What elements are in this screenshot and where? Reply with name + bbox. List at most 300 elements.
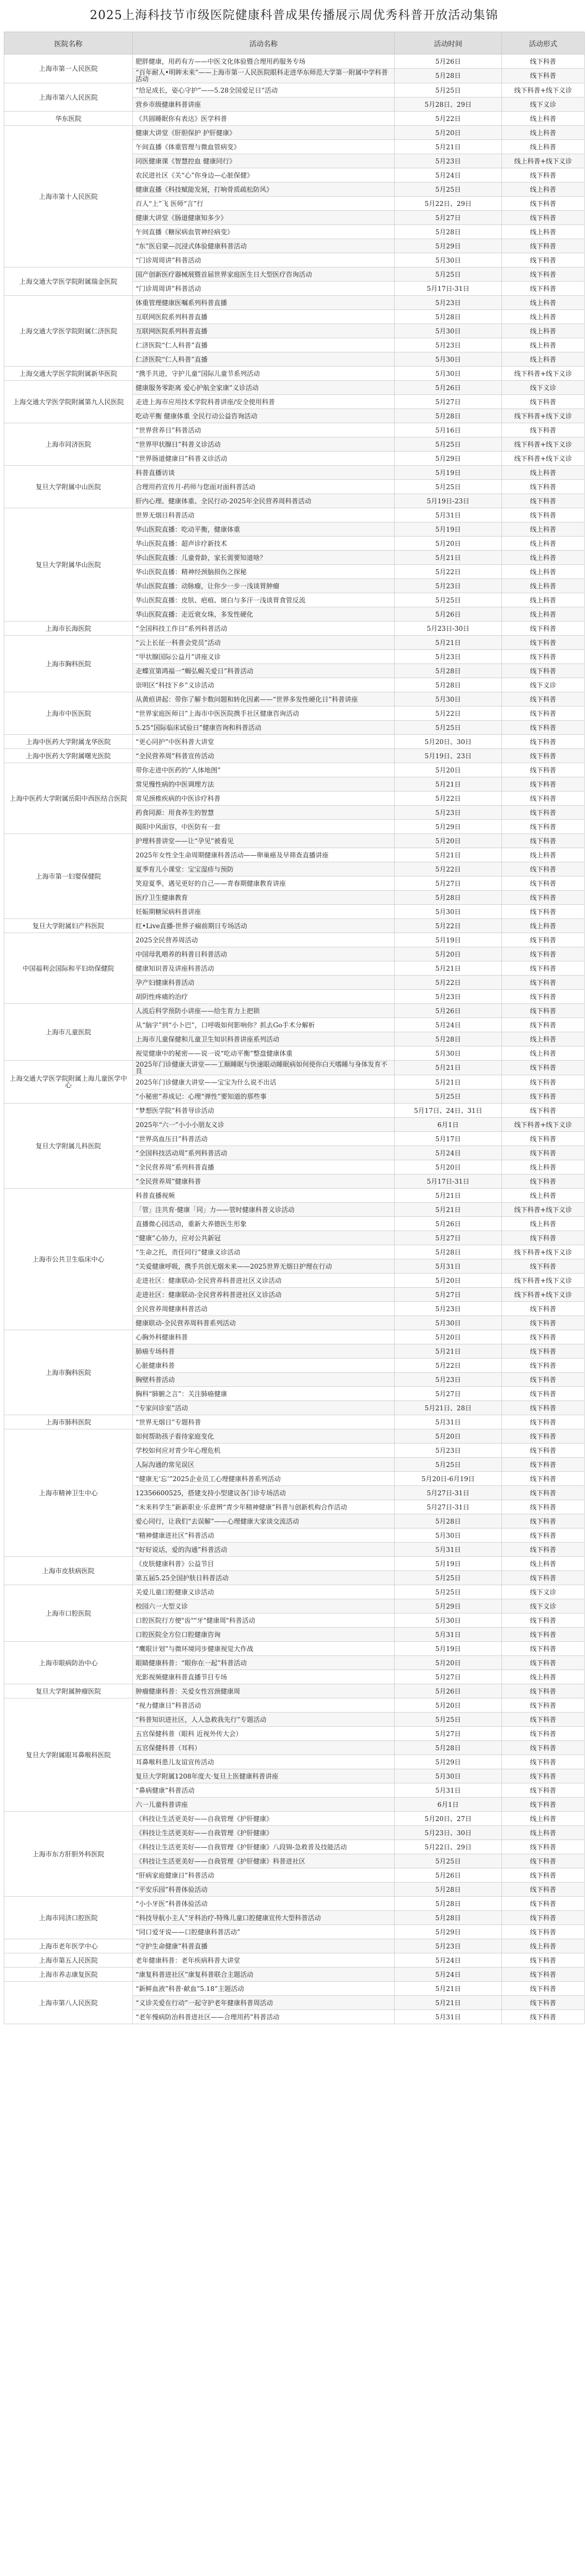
activity-time-cell: 5月31日: [395, 1543, 502, 1557]
activity-name-cell: 健康直播《科技赋能发展，打响骨质疏松防风》: [133, 182, 395, 197]
activity-format-cell: 线下科普: [502, 1684, 585, 1698]
hospital-name-cell: 上海市同济口腔医院: [4, 1897, 133, 1939]
activity-name-cell: “全民营养周”科普宣传活动: [133, 749, 395, 763]
activity-format-cell: 线上科普: [502, 352, 585, 367]
activity-time-cell: 5月19日: [395, 466, 502, 480]
activity-name-cell: 走蝶宣第鸿福一“蝎弘蝎关爱日”科普活动: [133, 664, 395, 678]
table-row: [4, 692, 585, 707]
table-row: [4, 381, 585, 395]
activity-time-cell: 5月19日、23日: [395, 749, 502, 763]
activity-name-cell: 世界无烟日科普活动: [133, 508, 395, 522]
activity-time-cell: 5月30日: [395, 1316, 502, 1330]
activity-format-cell: 线下科普: [502, 1359, 585, 1373]
activity-format-cell: 线上科普: [502, 537, 585, 551]
activity-time-cell: 5月17日: [395, 1132, 502, 1146]
activity-name-cell: 眼睛健康科普：“眼你在一起”科普活动: [133, 1656, 395, 1670]
activity-format-cell: 线上科普: [502, 1046, 585, 1061]
activity-name-cell: 走进社区：健康联动-全民营养科普进社区义诊活动: [133, 1288, 395, 1302]
activity-format-cell: 线下科普: [502, 1401, 585, 1415]
activity-format-cell: 线下科普: [502, 1543, 585, 1557]
table-row: [4, 1812, 585, 1826]
activity-format-cell: 线下科普: [502, 1458, 585, 1472]
activity-format-cell: 线上科普: [502, 112, 585, 126]
table-row: [4, 1642, 585, 1656]
activity-time-cell: 5月21日: [395, 1061, 502, 1075]
activity-name-cell: “小秘密”养成记：心理“弹性”要知道的那些事: [133, 1089, 395, 1104]
activity-name-cell: “梦想医学院”科普导诊活动: [133, 1104, 395, 1118]
activity-format-cell: 线下科普: [502, 168, 585, 182]
activity-format-cell: 线下科普: [502, 508, 585, 522]
activity-name-cell: “世界高血压日”科普活动: [133, 1132, 395, 1146]
activity-name-cell: 护理科普讲堂——让“孕见”被看见: [133, 834, 395, 848]
activity-format-cell: 线下科普+线下义诊: [502, 367, 585, 381]
table-row: [4, 933, 585, 947]
activity-name-cell: 人流后科学预防小讲座——给生育力上把锁: [133, 1004, 395, 1018]
activity-name-cell: 科普直播访谈: [133, 466, 395, 480]
table-row: [4, 508, 585, 522]
activity-time-cell: 5月25日: [395, 1585, 502, 1599]
activity-format-cell: 线下科普: [502, 1854, 585, 1868]
activity-name-cell: 心脏健康科普: [133, 1359, 395, 1373]
table-row: [4, 1429, 585, 1444]
activity-time-cell: 5月30日: [395, 352, 502, 367]
activity-time-cell: 5月21日: [395, 1203, 502, 1217]
activity-format-cell: 线下科普: [502, 990, 585, 1004]
activity-name-cell: 《皮肤健康科普》公益节目: [133, 1557, 395, 1571]
activity-time-cell: 5月21日: [395, 1189, 502, 1203]
activity-time-cell: 5月27日: [395, 395, 502, 409]
activity-format-cell: 线上科普: [502, 607, 585, 622]
activity-format-cell: 线上科普: [502, 1670, 585, 1684]
activity-name-cell: 从黄疸讲起：带你了解卡数问题和转化因素——“世界多发性硬化日”科普讲座: [133, 692, 395, 707]
activity-format-cell: 线下科普: [502, 1174, 585, 1189]
activity-format-cell: 线下科普: [502, 1444, 585, 1458]
activity-format-cell: 线下科普: [502, 1769, 585, 1783]
activity-format-cell: 线上科普: [502, 182, 585, 197]
activity-format-cell: 线下科普: [502, 1302, 585, 1316]
activity-format-cell: 线下科普: [502, 791, 585, 806]
activity-name-cell: 校园六一大型义诊: [133, 1599, 395, 1613]
activity-format-cell: 线下科普: [502, 1104, 585, 1118]
activity-time-cell: 5月24日: [395, 1953, 502, 1968]
activity-format-cell: 线上科普: [502, 848, 585, 862]
activity-time-cell: 5月27日: [395, 1288, 502, 1302]
activity-name-cell: “新鲜血液”科普·献血”5.18”主题活动: [133, 1982, 395, 1996]
activity-name-cell: “健康”心协力，应对公共新冠: [133, 1231, 395, 1245]
activity-format-cell: 线下义诊: [502, 98, 585, 112]
activity-name-cell: 健康服务零距离 爱心护航全家康”义诊活动: [133, 381, 395, 395]
activity-time-cell: 5月30日: [395, 253, 502, 267]
activity-name-cell: 常见颈椎疾病的中医诊疗科普: [133, 791, 395, 806]
activity-time-cell: 5月19日: [395, 1642, 502, 1656]
activity-time-cell: 5月24日: [395, 168, 502, 182]
activity-time-cell: 5月22日: [395, 791, 502, 806]
activity-name-cell: 2025年女性全生命周期健康科普活动——卵巢癌及早筛查直播讲座: [133, 848, 395, 862]
activity-name-cell: 健康联动-全民营养周科普系列活动: [133, 1316, 395, 1330]
activity-time-cell: 5月27日: [395, 1231, 502, 1245]
activity-format-cell: 线下科普: [502, 1911, 585, 1925]
activity-name-cell: 药食同源：用食养生的智慧: [133, 806, 395, 820]
activity-time-cell: 5月22日: [395, 565, 502, 579]
activity-format-cell: 线下科普: [502, 862, 585, 876]
activity-format-cell: 线下科普+线下义诊: [502, 1274, 585, 1288]
hospital-name-cell: 上海市肺科医院: [4, 1415, 133, 1429]
activity-format-cell: 线下科普: [502, 1755, 585, 1769]
activity-name-cell: 耳鼻喉科患儿友谊宣传活动: [133, 1755, 395, 1769]
activity-name-cell: 健康大讲堂《肝胆保护 护肝健康》: [133, 126, 395, 140]
table-row: [4, 466, 585, 480]
activity-time-cell: 5月17日-31日: [395, 1174, 502, 1189]
activity-name-cell: “门诊周周讲”科普活动: [133, 282, 395, 296]
activity-time-cell: 5月29日: [395, 1599, 502, 1613]
table-row: [4, 1061, 585, 1075]
activity-time-cell: 5月26日: [395, 607, 502, 622]
activity-format-cell: 线下科普: [502, 1004, 585, 1018]
activity-time-cell: 6月1日: [395, 1118, 502, 1132]
activity-time-cell: 5月21日: [395, 961, 502, 976]
activity-format-cell: 线下科普: [502, 1500, 585, 1514]
activity-name-cell: “小小牙医”科普体验活动: [133, 1897, 395, 1911]
activity-name-cell: 爱心同行，让我们“去误解”——心理健康大家谈交流活动: [133, 1514, 395, 1528]
activity-format-cell: 线下科普: [502, 1727, 585, 1741]
hospital-name-cell: 上海市东方肝胆外科医院: [4, 1812, 133, 1897]
activity-format-cell: 线下科普: [502, 876, 585, 891]
activity-name-cell: 2025年门诊健康大讲堂——工顺睡眠与快速眼动睡眠病如何使你白天嗜睡与身体发育不良: [133, 1061, 395, 1075]
activity-name-cell: 《科技让生活更美好——自我管理《护肝健康》八段锦-急救普及技能活动: [133, 1840, 395, 1854]
activity-format-cell: 线下科普+线下义诊: [502, 452, 585, 466]
activity-name-cell: 肝内心理、健康体重、全民行动-2025年全民营养周科普活动: [133, 494, 395, 508]
hospital-name-cell: 复旦大学附属儿科医院: [4, 1104, 133, 1189]
activity-format-cell: 线下科普: [502, 891, 585, 905]
activity-name-cell: 如何帮助孩子看待家庭变化: [133, 1429, 395, 1444]
table-row: [4, 1698, 585, 1713]
activity-time-cell: 5月20日、27日: [395, 1812, 502, 1826]
table-row: [4, 735, 585, 749]
activity-format-cell: 线下科普: [502, 1996, 585, 2010]
activity-name-cell: 五官保健科普（眼科 近视外传大会）: [133, 1727, 395, 1741]
activity-name-cell: “世界家庭医师日”上海市中医医院携手社区健康咨询活动: [133, 707, 395, 721]
activity-time-cell: 5月31日: [395, 2010, 502, 2024]
activity-time-cell: 5月30日: [395, 692, 502, 707]
activity-format-cell: 线下科普: [502, 1429, 585, 1444]
activity-time-cell: 5月20日: [395, 763, 502, 777]
activity-format-cell: 线下科普: [502, 282, 585, 296]
activity-time-cell: 5月30日: [395, 1613, 502, 1628]
activity-time-cell: 5月30日: [395, 1769, 502, 1783]
activity-format-cell: 线下科普: [502, 806, 585, 820]
activity-format-cell: 线下科普: [502, 1132, 585, 1146]
activity-name-cell: 胡阴性疼痛的治疗: [133, 990, 395, 1004]
activity-time-cell: 5月24日: [395, 1146, 502, 1160]
table-row: [4, 126, 585, 140]
activity-name-cell: 肺癌专场科普: [133, 1344, 395, 1359]
activity-time-cell: 5月30日: [395, 1528, 502, 1543]
activity-format-cell: 线下科普: [502, 1259, 585, 1274]
activity-name-cell: 复旦大学附属1208年度大·复旦上医健康科普讲座: [133, 1769, 395, 1783]
activity-format-cell: 线下科普: [502, 1783, 585, 1798]
activity-time-cell: 5月30日: [395, 905, 502, 919]
activity-name-cell: 光影视频健康科普直播节目专场: [133, 1670, 395, 1684]
activity-name-cell: “关爱健康呼吸，携手共创无烟未来——2025世界无烟日护理在行动: [133, 1259, 395, 1274]
table-row: [4, 1415, 585, 1429]
activity-format-cell: 线下义诊: [502, 678, 585, 692]
hospital-name-cell: 上海市皮肤病医院: [4, 1557, 133, 1585]
activity-time-cell: 5月28日: [395, 69, 502, 83]
table-row: [4, 834, 585, 848]
activity-time-cell: 5月21日: [395, 1996, 502, 2010]
activity-format-cell: 线下科普: [502, 423, 585, 437]
activity-name-cell: 华山医院直播：儿童骨龄，家长需要知道啥？: [133, 551, 395, 565]
activity-name-cell: “全民营养周”健康科普: [133, 1174, 395, 1189]
activity-time-cell: 5月20日: [395, 537, 502, 551]
hospital-name-cell: 上海市老年医学中心: [4, 1939, 133, 1953]
activity-time-cell: 5月28日: [395, 409, 502, 423]
activity-format-cell: 线下科普: [502, 749, 585, 763]
table-row: [4, 749, 585, 763]
activity-name-cell: “好好说话，爱的沟通”科普活动: [133, 1543, 395, 1557]
activity-format-cell: 线下科普: [502, 1514, 585, 1528]
hospital-name-cell: 上海市胸科医院: [4, 1330, 133, 1415]
header-hospital: 医院名称: [4, 32, 133, 54]
activity-format-cell: 线上科普: [502, 1189, 585, 1203]
activity-name-cell: 夏季育儿小课堂：宝宝湿疹与预防: [133, 862, 395, 876]
activity-time-cell: 5月20日: [395, 1160, 502, 1174]
activity-time-cell: 5月20日: [395, 1274, 502, 1288]
table-row: [4, 1004, 585, 1018]
activity-name-cell: 华山医院直播：走近衰女珠，多发性硬化: [133, 607, 395, 622]
activity-name-cell: 胸科“肺腑之言”：关注肺癌健康: [133, 1387, 395, 1401]
activity-name-cell: 华山医院直播：超声诊疗新技术: [133, 537, 395, 551]
activity-format-cell: 线下科普: [502, 2010, 585, 2024]
activity-name-cell: 六一儿童科普讲座: [133, 1798, 395, 1812]
activity-format-cell: 线下科普: [502, 1061, 585, 1075]
activity-format-cell: 线下科普: [502, 1486, 585, 1500]
hospital-name-cell: 复旦大学附属华山医院: [4, 508, 133, 622]
hospital-name-cell: 上海交通大学医学院附属上海儿童医学中心: [4, 1061, 133, 1104]
activity-format-cell: 线下科普: [502, 1656, 585, 1670]
activity-name-cell: 合理用药宣传月-药师与您面对面科普活动: [133, 480, 395, 494]
activity-time-cell: 5月29日: [395, 1925, 502, 1939]
activity-name-cell: 笑迎夏季，遇见更好的自己——青春期健康教育讲座: [133, 876, 395, 891]
activity-format-cell: 线下科普: [502, 976, 585, 990]
activity-format-cell: 线上科普: [502, 1812, 585, 1826]
table-row: [4, 1968, 585, 1982]
activity-time-cell: 5月23日: [395, 1939, 502, 1953]
header-time: 活动时间: [395, 32, 502, 54]
activity-time-cell: 5月20日: [395, 834, 502, 848]
activity-format-cell: 线下科普: [502, 211, 585, 225]
activity-format-cell: 线下科普: [502, 1883, 585, 1897]
activity-name-cell: 从“脑字”到“小卜巴”，口呼吸如何影响你？抓去Go手术分解析: [133, 1018, 395, 1032]
activity-time-cell: 5月28日: [395, 1911, 502, 1925]
hospital-name-cell: 上海交通大学医学院附属瑞金医院: [4, 267, 133, 296]
hospital-name-cell: 复旦大学附属妇产科医院: [4, 919, 133, 933]
activity-name-cell: “全国科技活动周”系列科普活动: [133, 1146, 395, 1160]
activity-name-cell: “平安乐园”科普体验活动: [133, 1883, 395, 1897]
activity-format-cell: 线下科普: [502, 933, 585, 947]
activity-format-cell: 线下科普: [502, 1571, 585, 1585]
activity-format-cell: 线上科普: [502, 1826, 585, 1840]
activity-name-cell: 口腔医院行方便"齿""牙"健康周"科普活动: [133, 1613, 395, 1628]
activity-format-cell: 线上科普: [502, 338, 585, 352]
activity-format-cell: 线上科普: [502, 126, 585, 140]
activity-name-cell: 走进上海市应用技术学院科普讲座/安全使用科普: [133, 395, 395, 409]
hospital-name-cell: 上海交通大学医学院附属新华医院: [4, 367, 133, 381]
activity-format-cell: 线下科普: [502, 480, 585, 494]
activity-time-cell: 5月27日-31日: [395, 1486, 502, 1500]
activity-time-cell: 5月28日: [395, 1514, 502, 1528]
activity-time-cell: 5月28日: [395, 1741, 502, 1755]
activity-time-cell: 5月23日: [395, 990, 502, 1004]
activity-time-cell: 5月22日: [395, 976, 502, 990]
activity-name-cell: 妊娠期糖尿病科普讲座: [133, 905, 395, 919]
activity-name-cell: 人际沟通的常见误区: [133, 1458, 395, 1472]
activity-format-cell: 线上科普: [502, 225, 585, 239]
activity-name-cell: “科普知识进社区，人人急救我先行”专题活动: [133, 1713, 395, 1727]
activity-name-cell: “守护生命健康”科普直播: [133, 1939, 395, 1953]
activity-format-cell: 线下科普: [502, 636, 585, 650]
activity-name-cell: 常见慢性病的中医调理方法: [133, 777, 395, 791]
activity-format-cell: 线上科普: [502, 579, 585, 593]
activity-time-cell: 5月17日、24日、31日: [395, 1104, 502, 1118]
activity-time-cell: 5月30日: [395, 324, 502, 338]
activity-name-cell: “鹰眼计划”与微环境同步健康视觉大作战: [133, 1642, 395, 1656]
activity-time-cell: 5月24日: [395, 1968, 502, 1982]
activity-time-cell: 5月25日: [395, 1854, 502, 1868]
activity-format-cell: 线下科普: [502, 1628, 585, 1642]
activity-format-cell: 线下科普: [502, 777, 585, 791]
hospital-name-cell: 复旦大学附属眼耳鼻喉科医院: [4, 1698, 133, 1812]
activity-format-cell: 线上科普: [502, 522, 585, 537]
page-title: 2025上海科技节市级医院健康科普成果传播展示周优秀科普开放活动集锦: [90, 9, 498, 22]
activity-time-cell: 5月24日: [395, 1018, 502, 1032]
activity-time-cell: 5月25日: [395, 1458, 502, 1472]
activity-format-cell: 线下科普: [502, 1387, 585, 1401]
activity-time-cell: 5月25日: [395, 480, 502, 494]
activity-time-cell: 5月26日: [395, 1684, 502, 1698]
activity-name-cell: 直播微心园活动，重新大养德医生形象: [133, 1217, 395, 1231]
activity-name-cell: 崇明区“科技下乡”义诊活动: [133, 678, 395, 692]
table-row: [4, 367, 585, 381]
activity-format-cell: 线下科普+线下义诊: [502, 437, 585, 452]
activity-format-cell: 线上科普: [502, 296, 585, 310]
activity-time-cell: 5月20日: [395, 947, 502, 961]
activity-time-cell: 5月21日: [395, 1982, 502, 1996]
activity-name-cell: “更心同护”中医科普大讲堂: [133, 735, 395, 749]
activity-name-cell: 2025全民营养周活动: [133, 933, 395, 947]
activity-name-cell: 2025年门诊健康大讲堂——宝宝为什么说不出话: [133, 1075, 395, 1089]
activity-name-cell: 华山医院直播：皮肤、疤痕、斑白与多汗一浅谈胃食管反流: [133, 593, 395, 607]
activity-time-cell: 5月25日: [395, 1571, 502, 1585]
table-row: [4, 1897, 585, 1911]
activity-name-cell: 医疗卫生健康教育: [133, 891, 395, 905]
activity-name-cell: “生命之托，责任同行”健康义诊活动: [133, 1245, 395, 1259]
activity-time-cell: 5月21日: [395, 140, 502, 154]
activity-name-cell: 5.25“国际临床试验日”健康咨询和科普活动: [133, 721, 395, 735]
activity-time-cell: 5月21日: [395, 777, 502, 791]
activity-time-cell: 5月20日-6月19日: [395, 1472, 502, 1486]
activity-name-cell: 华山医院直播：吃动平衡，健康体重: [133, 522, 395, 537]
activity-time-cell: 5月26日: [395, 381, 502, 395]
activity-format-cell: 线下科普+线下义诊: [502, 1245, 585, 1259]
activity-time-cell: 5月28日: [395, 891, 502, 905]
activity-time-cell: 5月23日: [395, 338, 502, 352]
activity-time-cell: 5月25日: [395, 1089, 502, 1104]
table-row: [4, 267, 585, 282]
activity-name-cell: “健康无‘忘’”2025企业员工心理健康科普系列活动: [133, 1472, 395, 1486]
activity-format-cell: 线上科普+线下义诊: [502, 154, 585, 168]
table-row: [4, 636, 585, 650]
hospital-name-cell: 上海中医药大学附属曙光医院: [4, 749, 133, 763]
activity-time-cell: 5月27日: [395, 1727, 502, 1741]
activity-name-cell: 互联网医院系列科普直播: [133, 324, 395, 338]
activity-name-cell: 《科技让生活更美好——自我管理《护肝健康》科普进社区: [133, 1854, 395, 1868]
activity-time-cell: 5月21日、28日: [395, 1401, 502, 1415]
activity-name-cell: 2025年“六一”小小小朋友义诊: [133, 1118, 395, 1132]
activity-name-cell: “肝病家庭健康日”科普活动: [133, 1868, 395, 1883]
activity-name-cell: “老年慢病防治科普进社区——合理用药”科普活动: [133, 2010, 395, 2024]
activity-name-cell: 《科技让生活更美好——自我管理《护肝健康》: [133, 1826, 395, 1840]
activity-time-cell: 5月28日: [395, 1245, 502, 1259]
activity-name-cell: “未来科学生”新新职业·乐意辨“青少年精神健康”科普与创新机构合作活动: [133, 1500, 395, 1514]
activity-name-cell: 五官保健科普（耳科）: [133, 1741, 395, 1755]
activity-time-cell: 5月19日-23日: [395, 494, 502, 508]
hospital-name-cell: 复旦大学附属肿瘤医院: [4, 1684, 133, 1698]
activity-format-cell: 线下科普: [502, 1415, 585, 1429]
activity-format-cell: 线上科普: [502, 466, 585, 480]
activity-name-cell: 《共圆睡眠你有表达》医学科普: [133, 112, 395, 126]
activity-name-cell: 仁济医院“仁人科普”直播: [133, 352, 395, 367]
activity-time-cell: 5月20日: [395, 1330, 502, 1344]
activity-name-cell: “携手共进，守护儿童”国际儿童节系列活动: [133, 367, 395, 381]
activity-format-cell: 线下科普: [502, 1146, 585, 1160]
activity-table: [4, 32, 585, 2024]
activity-time-cell: 5月23日: [395, 579, 502, 593]
activity-name-cell: 视觉健康中的秘密——说一说“吃动平衡”整盘健康体重: [133, 1046, 395, 1061]
hospital-name-cell: 上海市同济医院: [4, 423, 133, 466]
activity-time-cell: 5月23日: [395, 1373, 502, 1387]
activity-name-cell: 全民营养周健康科普活动: [133, 1302, 395, 1316]
activity-time-cell: 5月20日: [395, 1698, 502, 1713]
activity-name-cell: 健康知识普及讲座科普活动: [133, 961, 395, 976]
activity-time-cell: 5月19日: [395, 522, 502, 537]
hospital-name-cell: 华东医院: [4, 112, 133, 126]
activity-time-cell: 5月31日: [395, 508, 502, 522]
activity-time-cell: 5月27日: [395, 1670, 502, 1684]
activity-time-cell: 5月25日: [395, 721, 502, 735]
table-row: [4, 622, 585, 636]
activity-time-cell: 5月23日: [395, 1444, 502, 1458]
activity-name-cell: 肥胖健康，用药有方——中医文化体验暨合理用药服务专场: [133, 54, 395, 69]
activity-format-cell: 线下科普: [502, 1089, 585, 1104]
activity-format-cell: 线下科普: [502, 267, 585, 282]
activity-format-cell: 线下科普: [502, 707, 585, 721]
activity-time-cell: 5月21日: [395, 636, 502, 650]
activity-time-cell: 5月28日: [395, 1032, 502, 1046]
activity-name-cell: 互联网医院系列科普直播: [133, 310, 395, 324]
activity-name-cell: 12356600525，搭建支持小型建议各门诊专场活动: [133, 1486, 395, 1500]
activity-format-cell: 线上科普: [502, 593, 585, 607]
activity-format-cell: 线下科普: [502, 721, 585, 735]
activity-time-cell: 5月30日: [395, 367, 502, 381]
hospital-name-cell: 上海市中医医院: [4, 692, 133, 735]
activity-name-cell: “全民营养周”系列科普直播: [133, 1160, 395, 1174]
activity-format-cell: 线下科普: [502, 1231, 585, 1245]
header-format: 活动形式: [502, 32, 585, 54]
activity-name-cell: 午间直播《糖尿病血管神经病变》: [133, 225, 395, 239]
activity-format-cell: 线下科普: [502, 1741, 585, 1755]
activity-time-cell: 5月29日: [395, 1755, 502, 1769]
